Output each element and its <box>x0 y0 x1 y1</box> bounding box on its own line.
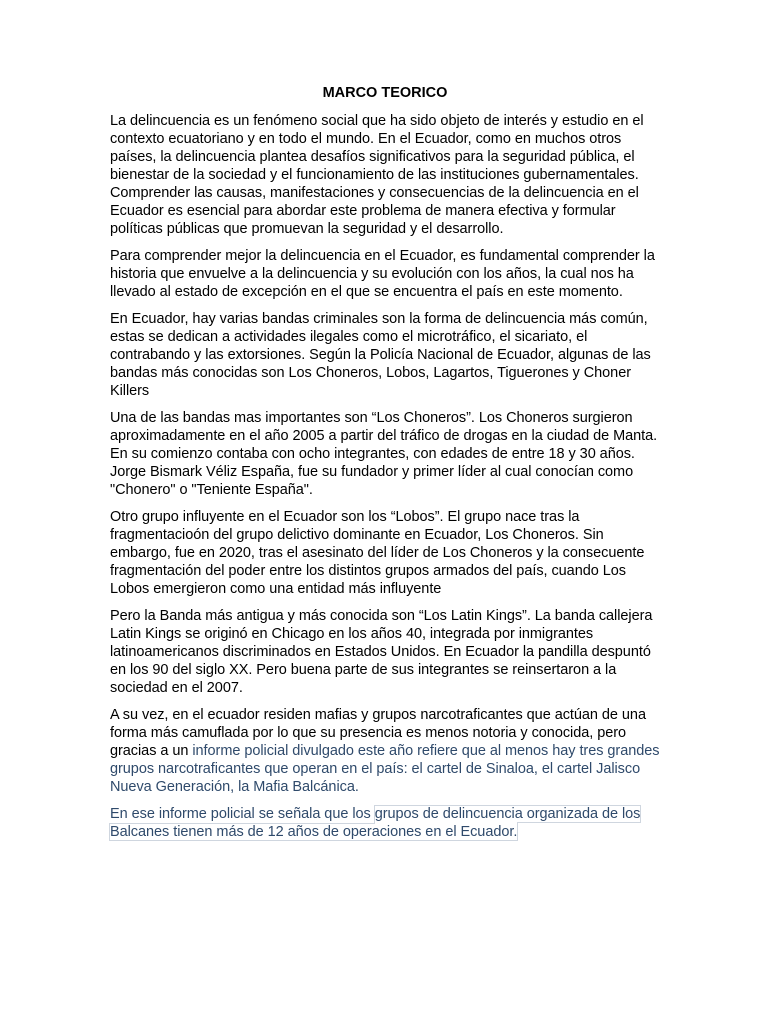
paragraph-balkans-text: En ese informe policial se señala que los <box>110 806 375 822</box>
paragraph-lobos: Otro grupo influyente en el Ecuador son los “Lobos”. El grupo nace tras la fragmentacioón del grupo delictivo dominante en Ecuador, Los Choneros. Sin embargo, fue en 2020, tras el asesinato del líder de Los Choneros y la consecuente fragmentación del poder entre los distintos grupos armados del país, cuando Los Lobos emergieron como una entidad más influyente <box>110 509 645 597</box>
document-page <box>110 84 660 850</box>
document-title: MARCO TEORICO <box>322 85 448 101</box>
paragraph-latin-kings: Pero la Banda más antigua y más conocida son “Los Latin Kings”. La banda callejera Latin Kings se originó en Chicago en los años 40, integrada por inmigrantes latinoamericanos discriminados en Estados Unidos. En Ecuador la pandilla despuntó en los 90 del siglo XX. Pero buena parte de sus integrantes se reinsertaron a la sociedad en el 2007. <box>110 608 653 696</box>
paragraph-intro: La delincuencia es un fenómeno social que ha sido objeto de interés y estudio en el contexto ecuatoriano y en todo el mundo. En el Ecuador, como en muchos otros países, la delincuencia plantea desafíos significativos para la seguridad pública, el bienestar de la sociedad y el funcionamiento de las instituciones gubernamentales. Comprender las causas, manifestaciones y consecuencias de la delincuencia en el Ecuador es esencial para abordar este problema de manera efectiva y formular políticas públicas que promuevan la seguridad y el desarrollo. <box>110 113 644 237</box>
paragraph-choneros: Una de las bandas mas importantes son “Los Choneros”. Los Choneros surgieron aproximadamente en el año 2005 a partir del tráfico de drogas en la ciudad de Manta. En su comienzo contaba con ocho integrantes, con edades de entre 18 y 30 años. Jorge Bismark Véliz España, fue su fundador y primer líder al cual conocían como "Chonero" o "Teniente España". <box>110 410 658 498</box>
balkans-highlighted-text[interactable]: grupos de delincuencia organizada de los Balcanes tienen más de 12 años de operaciones en el Ecuador. <box>110 806 641 840</box>
paragraph-mafias-text: A su vez, en el ecuador residen mafias y grupos narcotraficantes que actúan de una forma más camuflada por lo que su presencia es menos notoria y conocida, pero gracias a un <box>110 707 646 759</box>
paragraph-history: Para comprender mejor la delincuencia en el Ecuador, es fundamental comprender la historia que envuelve a la delincuencia y su evolución con los años, la cual nos ha llevado al estado de excepción en el que se encuentra el país en este momento. <box>110 248 655 300</box>
paragraph-balkans <box>110 805 660 841</box>
paragraph-mafias <box>110 706 660 796</box>
paragraph-gangs: En Ecuador, hay varias bandas criminales son la forma de delincuencia más común, estas se dedican a actividades ilegales como el microtráfico, el sicariato, el contrabando y las extorsiones. Según la Policía Nacional de Ecuador, algunas de las bandas más conocidas son Los Choneros, Lobos, Lagartos, Tiguerones y Choner Killers <box>110 311 651 399</box>
police-report-link-text[interactable]: informe policial divulgado este año refiere que al menos hay tres grandes grupos narcotraficantes que operan en el país: el cartel de Sinaloa, el cartel Jalisco Nueva Generación, la Mafia Balcánica. <box>110 743 660 795</box>
